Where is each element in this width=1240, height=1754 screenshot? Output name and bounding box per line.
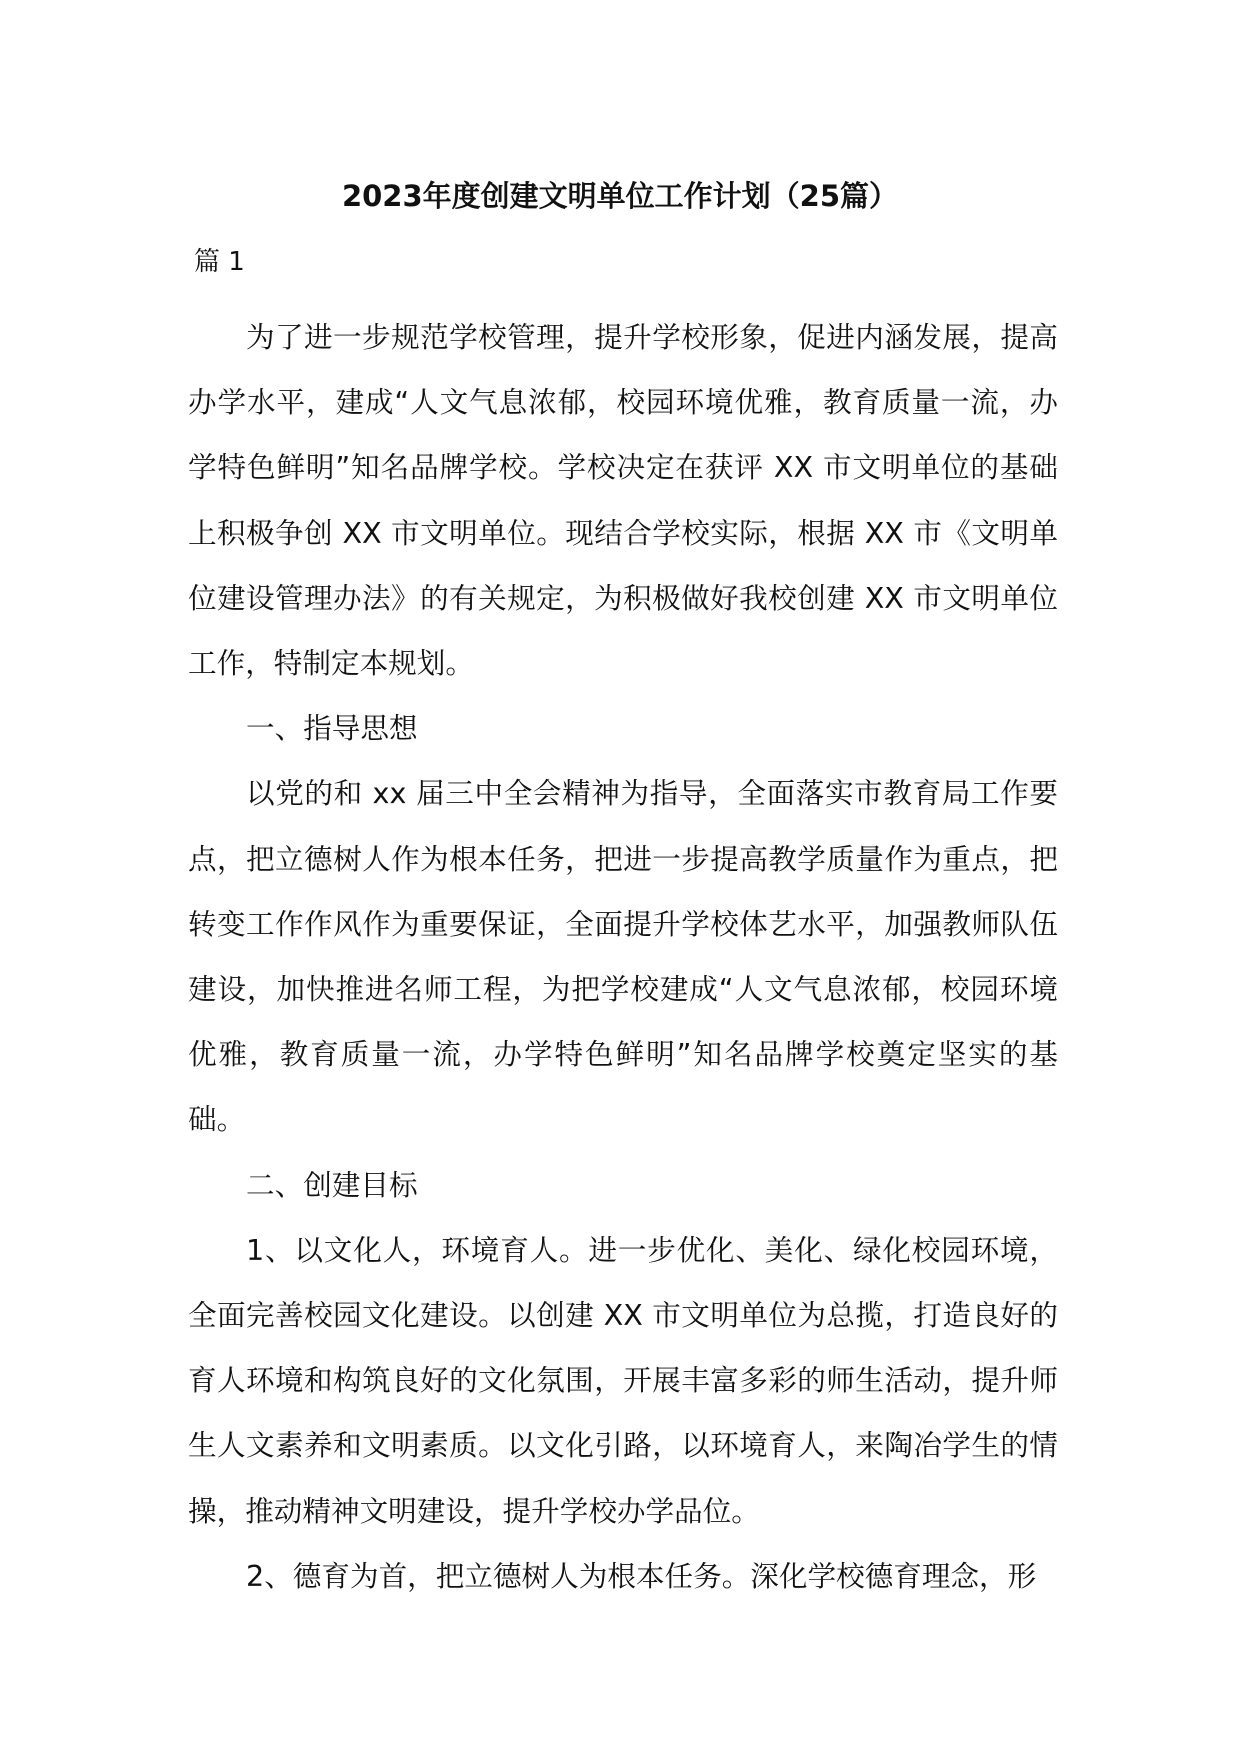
heading-guiding-ideology: 一、指导思想: [246, 711, 418, 746]
paragraph-goal-2: 2、德育为首，把立德树人为根本任务。深化学校德育理念，形: [246, 1558, 1037, 1593]
document-title: 2023年度创建文明单位工作计划（25篇）: [341, 179, 899, 213]
paragraph-goal-1: 1、以文化人，环境育人。进一步优化、美化、绿化校园环境，全面完善校园文化建设。以创建 XX 市文明单位为总揽，打造良好的育人环境和构筑良好的文化氛围，开展丰富多彩的师生活动，提升师生人文素养和文明素质。以文化引路，以环境育人，来陶冶学生的情操，推动精神文明建设，提升学校办学品位。: [188, 1232, 1058, 1528]
document-body: [188, 305, 1058, 1609]
section-label: 篇 1: [194, 247, 245, 277]
paragraph-guiding-ideology: 以党的和 xx 届三中全会精神为指导，全面落实市教育局工作要点，把立德树人作为根本任务，把进一步提高教学质量作为重点，把转变工作作风作为重要保证，全面提升学校体艺水平，加强教师队伍建设，加快推进名师工程，为把学校建成“人文气息浓郁，校园环境优雅，教育质量一流，办学特色鲜明”知名品牌学校奠定坚实的基础。: [188, 776, 1058, 1137]
paragraph-intro: 为了进一步规范学校管理，提升学校形象，促进内涵发展，提高办学水平，建成“人文气息浓郁，校园环境优雅，教育质量一流，办学特色鲜明”知名品牌学校。学校决定在获评 XX 市文明单位的基础上积极争创 XX 市文明单位。现结合学校实际，根据 XX 市《文明单位建设管理办法》的有关规定，为积极做好我校创建 XX 市文明单位工作，特制定本规划。: [188, 320, 1058, 681]
heading-creation-goals: 二、创建目标: [246, 1167, 418, 1202]
